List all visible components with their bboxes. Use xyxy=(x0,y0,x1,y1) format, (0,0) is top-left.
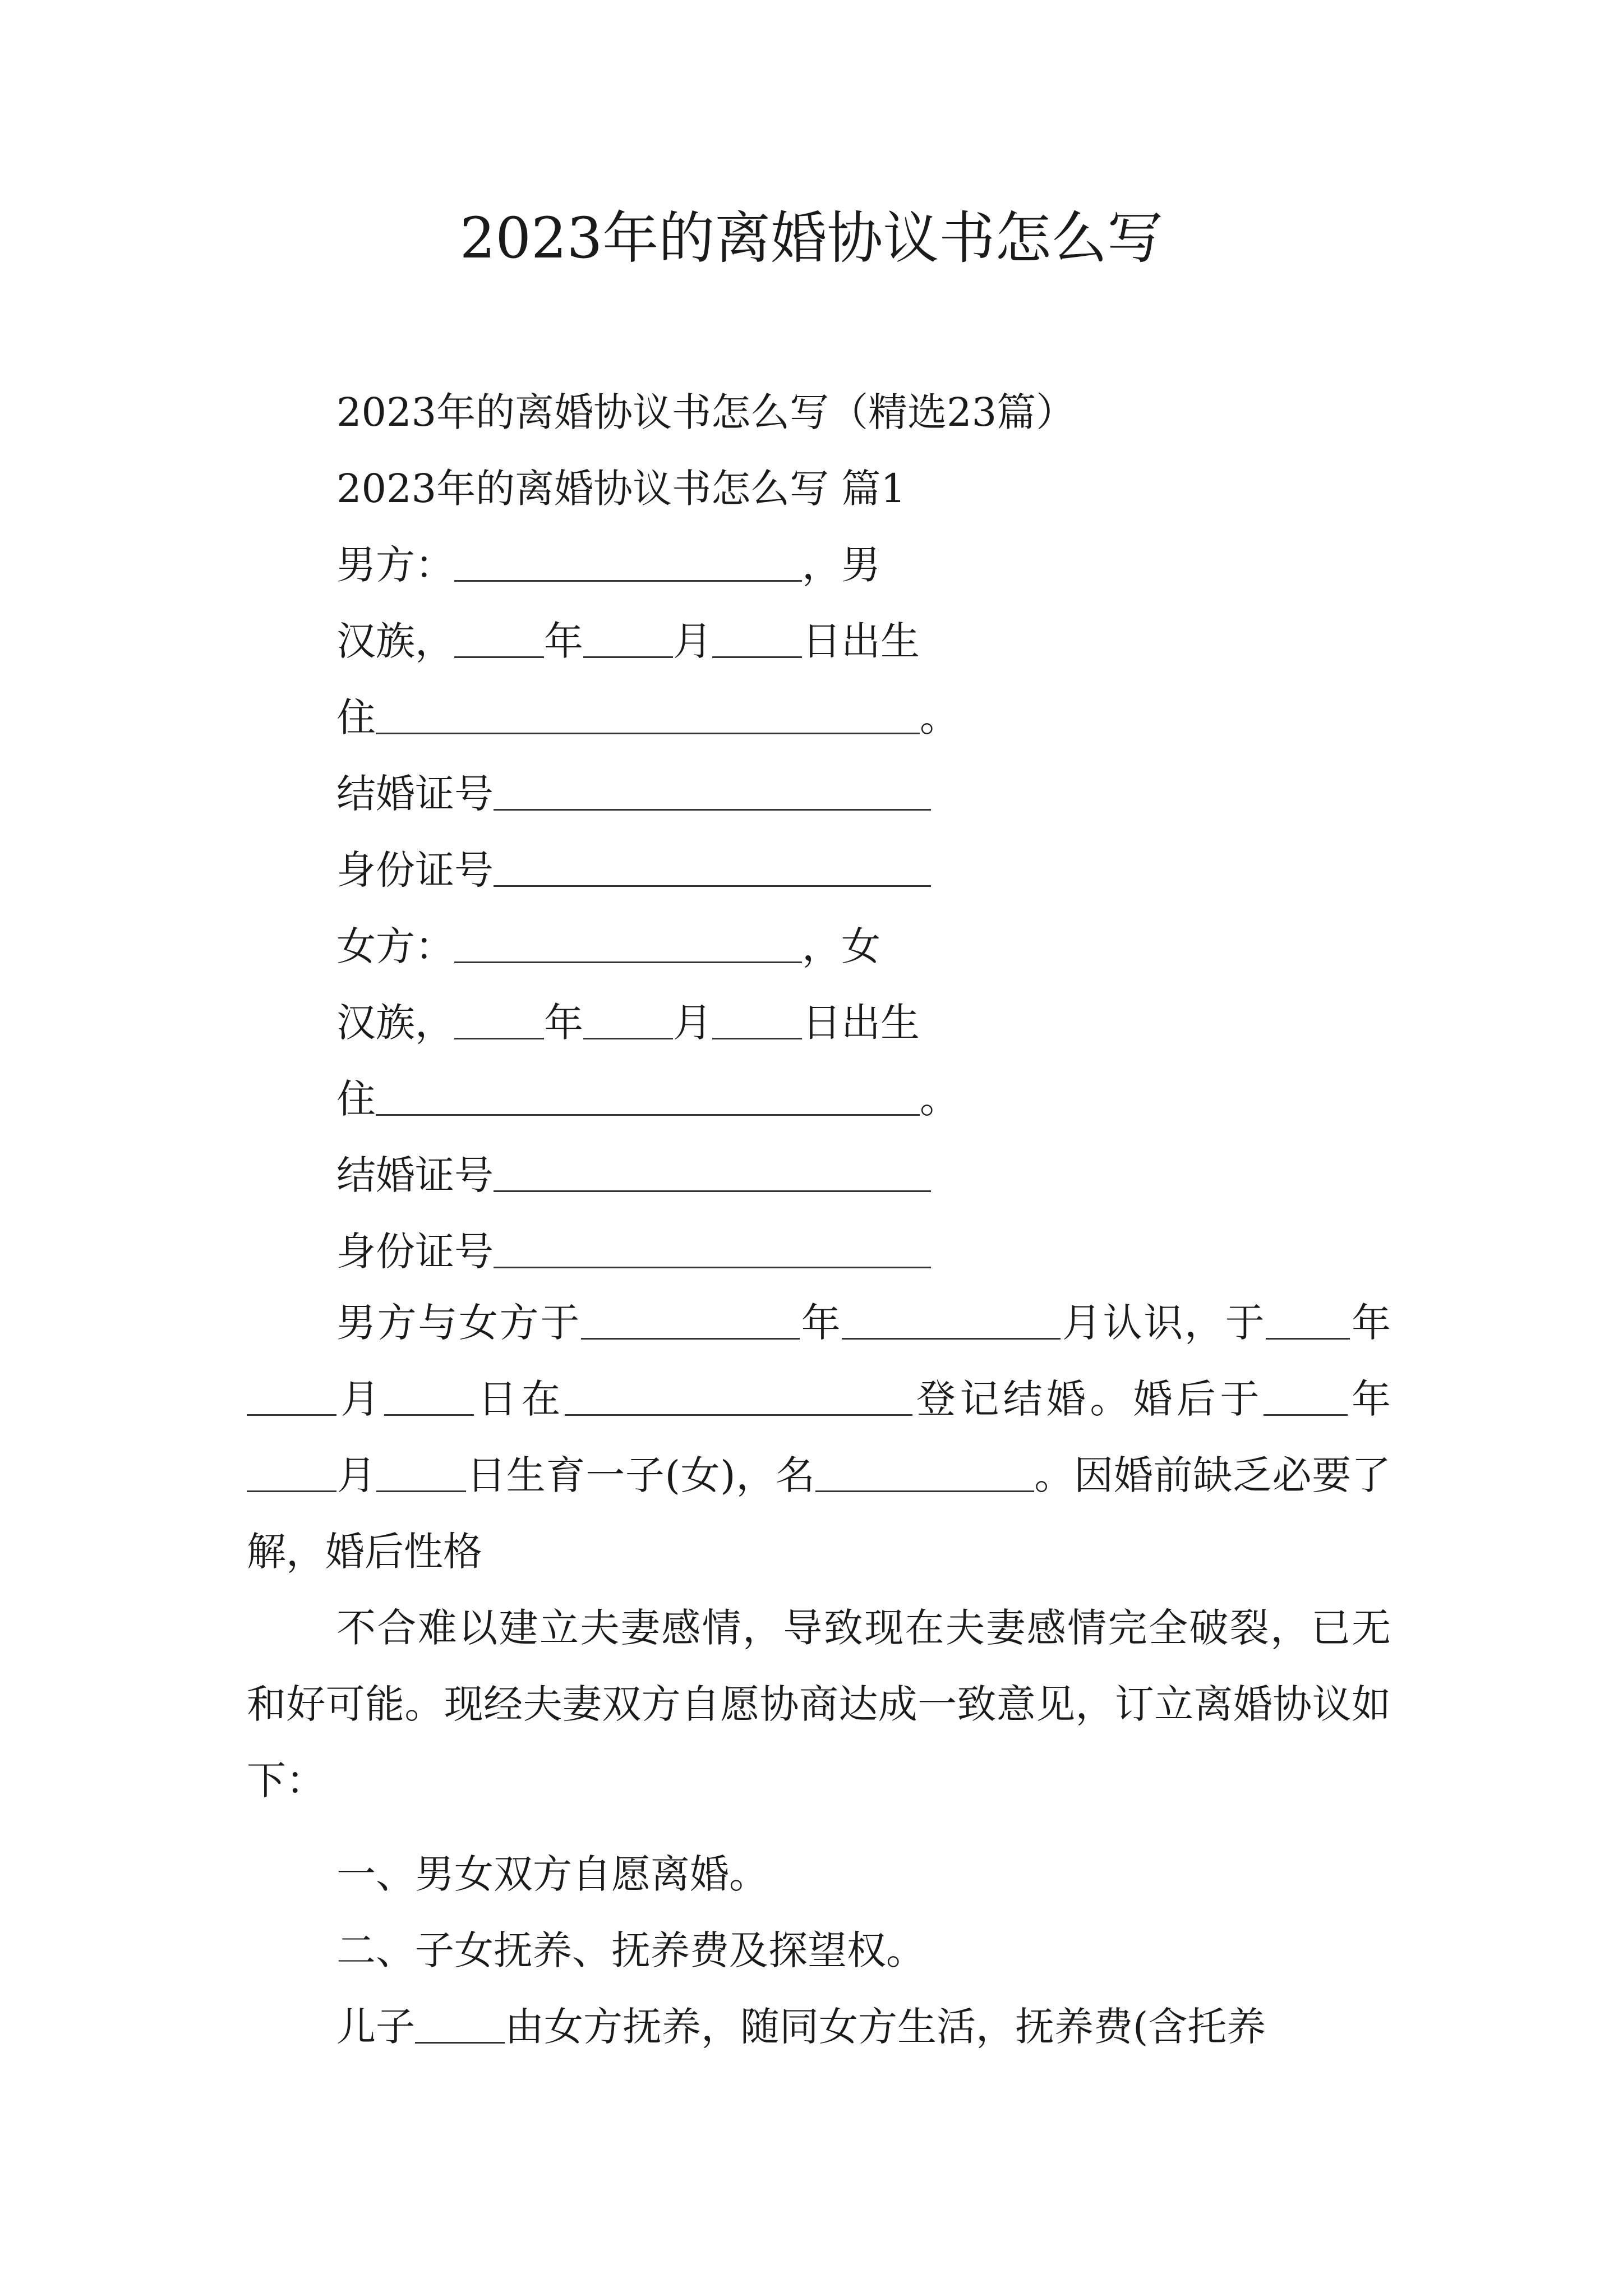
male-gender: ，男 xyxy=(802,542,880,588)
male-id-blank xyxy=(494,850,931,887)
female-address-row xyxy=(336,1068,959,1130)
document-title: 2023年的离婚协议书怎么写 xyxy=(459,205,1164,271)
female-day-blank xyxy=(712,1002,802,1039)
p1-t6: 日在 xyxy=(473,1376,565,1422)
p1-birth-year-blank xyxy=(1264,1379,1348,1416)
p1-t7: 登记结婚。婚后于 xyxy=(912,1376,1264,1422)
p1-t9: 月 xyxy=(336,1452,377,1498)
p1-t8: 年 xyxy=(1347,1376,1391,1422)
female-cert-blank xyxy=(494,1155,931,1192)
p3-t1: 儿子 xyxy=(336,2004,415,2050)
female-id-blank xyxy=(494,1231,931,1268)
female-addr-end: 。 xyxy=(920,1076,959,1122)
male-name-blank xyxy=(454,545,802,582)
p3-t2: 由女方抚养，随同女方生活，抚养费(含托养 xyxy=(505,2004,1266,2050)
male-addr-end: 。 xyxy=(920,694,959,740)
male-id-row xyxy=(336,839,931,901)
male-year: 年 xyxy=(544,618,583,664)
p1-t1: 男方与女方于 xyxy=(336,1300,581,1346)
male-name-row xyxy=(336,534,880,596)
p1-t3: 月认识，于 xyxy=(1061,1300,1266,1346)
p1-reg-day-blank xyxy=(384,1379,474,1416)
female-addr-label: 住 xyxy=(336,1076,376,1122)
female-label: 女方： xyxy=(336,923,454,969)
male-born: 日出生 xyxy=(802,618,920,664)
female-gender: ，女 xyxy=(802,923,880,969)
male-year-blank xyxy=(454,621,544,658)
male-day-blank xyxy=(712,621,802,658)
p1-birth-month-blank xyxy=(247,1455,336,1492)
p1-reg-place-blank xyxy=(565,1379,912,1416)
female-cert-row xyxy=(336,1144,931,1206)
agreement-item-1: 一、男女双方自愿离婚。 xyxy=(336,1851,768,1897)
female-id-row xyxy=(336,1221,931,1282)
p1-t5: 月 xyxy=(336,1376,384,1422)
male-month: 月 xyxy=(673,618,712,664)
female-cert-label: 结婚证号 xyxy=(336,1152,494,1198)
female-month: 月 xyxy=(673,1000,712,1046)
p1-birth-day-blank xyxy=(376,1455,466,1492)
marriage-history-paragraph xyxy=(247,1285,1391,1590)
female-nation: 汉族， xyxy=(336,1000,454,1046)
p1-child-name-blank xyxy=(815,1455,1034,1492)
female-address-blank xyxy=(376,1079,920,1116)
p1-year-blank xyxy=(581,1303,800,1340)
p1-t11: 。因婚前缺乏必要了解，婚后性格 xyxy=(247,1452,1391,1575)
female-id-label: 身份证号 xyxy=(336,1228,494,1274)
female-name-row xyxy=(336,915,880,977)
female-name-blank xyxy=(454,926,802,963)
female-born: 日出生 xyxy=(802,1000,920,1046)
male-addr-label: 住 xyxy=(336,694,376,740)
p1-reg-month-blank xyxy=(247,1379,336,1416)
p1-t2: 年 xyxy=(800,1300,842,1346)
female-month-blank xyxy=(583,1002,673,1039)
p1-reg-year-blank xyxy=(1266,1303,1350,1340)
p1-t10: 日生育一子(女)，名 xyxy=(466,1452,815,1498)
male-cert-label: 结婚证号 xyxy=(336,771,494,817)
male-birth-row xyxy=(336,610,920,672)
male-nation: 汉族， xyxy=(336,618,454,664)
male-cert-row xyxy=(336,763,931,825)
female-year: 年 xyxy=(544,1000,583,1046)
subtitle-line: 2023年的离婚协议书怎么写（精选23篇） xyxy=(336,389,1076,435)
male-address-blank xyxy=(376,697,920,734)
female-year-blank xyxy=(454,1002,544,1039)
male-cert-blank xyxy=(494,774,931,811)
section-heading: 2023年的离婚协议书怎么写 篇1 xyxy=(336,466,906,512)
separation-reason-paragraph: 不合难以建立夫妻感情，导致现在夫妻感情完全破裂，已无和好可能。现经夫妻双方自愿协商达成一致意见，订立离婚协议如下： xyxy=(247,1605,1391,1803)
male-id-label: 身份证号 xyxy=(336,847,494,893)
male-address-row xyxy=(336,687,959,748)
agreement-item-2: 二、子女抚养、抚养费及探望权。 xyxy=(336,1927,925,1973)
male-month-blank xyxy=(583,621,673,658)
female-birth-row xyxy=(336,992,920,1053)
male-label: 男方： xyxy=(336,542,454,588)
child-custody-line xyxy=(336,1996,1266,2058)
p3-son-blank xyxy=(415,2007,505,2044)
p1-month-blank xyxy=(842,1303,1061,1340)
p1-t4: 年 xyxy=(1350,1300,1391,1346)
